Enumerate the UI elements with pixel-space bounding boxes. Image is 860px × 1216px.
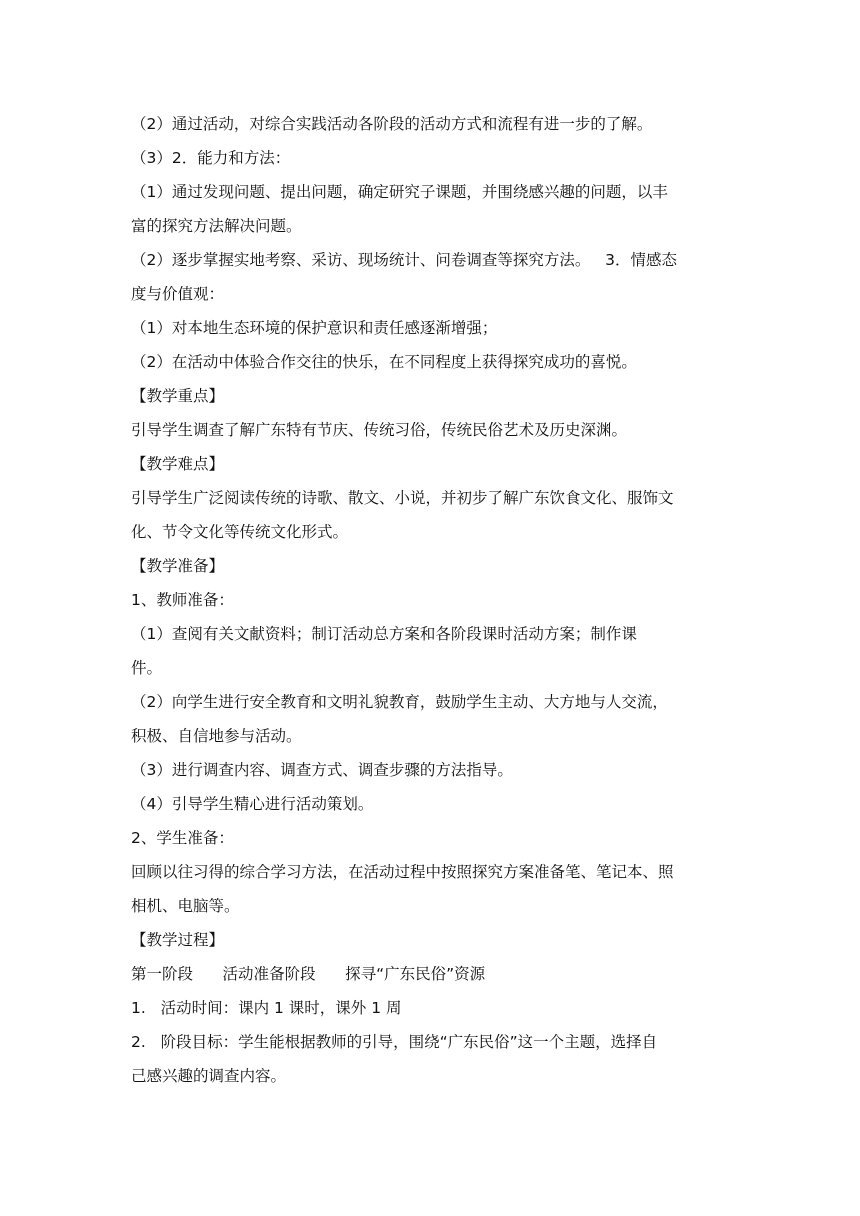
- text-line: （2）通过活动，对综合实践活动各阶段的活动方式和流程有进一步的了解。: [131, 115, 653, 133]
- text-line: 1、教师准备：: [131, 591, 234, 609]
- document-body: [131, 107, 731, 1093]
- text-line: （1）通过发现问题、提出问题，确定研究子课题，并围绕感兴趣的问题，以丰: [131, 183, 668, 201]
- text-line: （2）在活动中体验合作交往的快乐，在不同程度上获得探究成功的喜悦。: [131, 353, 637, 371]
- text-line: 2、学生准备：: [131, 829, 234, 847]
- text-line: 度与价值观：: [131, 285, 225, 303]
- text-line: 积极、自信地参与活动。: [131, 727, 302, 745]
- text-line: 回顾以往习得的综合学习方法，在活动过程中按照探究方案准备笔、笔记本、照: [131, 863, 674, 881]
- text-line: 化、节令文化等传统文化形式。: [131, 523, 349, 541]
- text-line: （3）2．能力和方法：: [131, 149, 291, 167]
- text-line: 己感兴趣的调查内容。: [131, 1067, 287, 1085]
- section-heading-difficulties: 【教学难点】: [131, 455, 225, 473]
- text-line: 引导学生广泛阅读传统的诗歌、散文、小说，并初步了解广东饮食文化、服饰文: [131, 489, 674, 507]
- text-line: （1）对本地生态环境的保护意识和责任感逐渐增强；: [131, 319, 498, 337]
- text-line: 2. 阶段目标：学生能根据教师的引导，围绕“广东民俗”这一个主题，选择自: [131, 1033, 658, 1051]
- text-line: （1）查阅有关文献资料；制订活动总方案和各阶段课时活动方案；制作课: [131, 625, 637, 643]
- text-line: 相机、电脑等。: [131, 897, 240, 915]
- text-line: 富的探究方法解决问题。: [131, 217, 302, 235]
- text-line: 件。: [131, 659, 163, 677]
- text-line: （2）逐步掌握实地考察、采访、现场统计、问卷调查等探究方法。 3．情感态: [131, 251, 678, 269]
- section-heading-preparation: 【教学准备】: [131, 557, 225, 575]
- text-line: （4）引导学生精心进行活动策划。: [131, 795, 374, 813]
- section-heading-key-points: 【教学重点】: [131, 387, 225, 405]
- text-line: 1. 活动时间：课内 1 课时，课外 1 周: [131, 999, 402, 1017]
- text-line: 第一阶段 活动准备阶段 探寻“广东民俗”资源: [131, 965, 486, 983]
- section-heading-process: 【教学过程】: [131, 931, 225, 949]
- text-line: （2）向学生进行安全教育和文明礼貌教育，鼓励学生主动、大方地与人交流，: [131, 693, 668, 711]
- text-line: 引导学生调查了解广东特有节庆、传统习俗，传统民俗艺术及历史深渊。: [131, 421, 628, 439]
- text-line: （3）进行调查内容、调查方式、调查步骤的方法指导。: [131, 761, 513, 779]
